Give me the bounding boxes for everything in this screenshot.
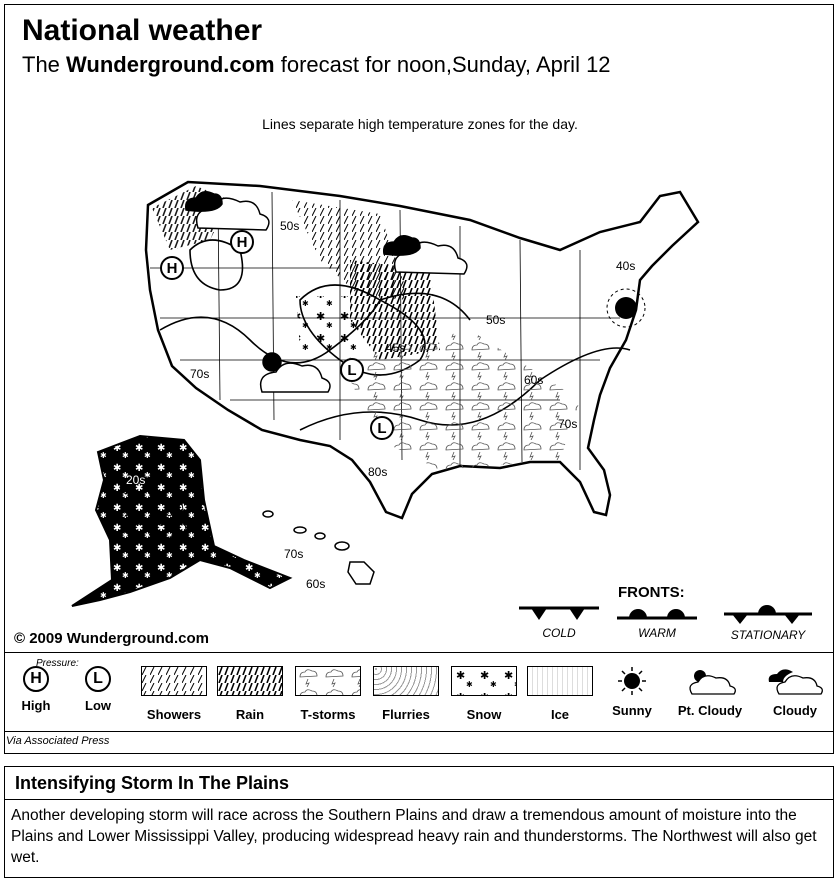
legend-tstorms-label: T-storms	[300, 707, 356, 722]
legend-cloudy	[762, 666, 828, 718]
tstorms-swatch-icon	[295, 666, 361, 696]
temp-label: 30s	[166, 505, 186, 519]
copyright: © 2009 Wunderground.com	[14, 630, 209, 647]
temp-label: 45s	[386, 341, 406, 355]
legend-rain-label: Rain	[235, 707, 265, 722]
low-pressure-marker-1	[341, 359, 363, 381]
legend-pressure-label: Pressure:	[36, 658, 79, 669]
showers-swatch-icon	[141, 666, 207, 696]
stationary-front-icon	[722, 604, 814, 624]
front-stationary	[718, 604, 818, 644]
fronts-title: FRONTS:	[618, 584, 685, 601]
high-pressure-icon: H	[23, 666, 49, 692]
legend-snow-label: Snow	[466, 707, 502, 722]
high-pressure-marker-1	[231, 231, 253, 253]
legend-sunny	[600, 666, 664, 718]
front-warm	[612, 604, 702, 644]
temp-label: 80s	[368, 465, 388, 479]
cold-front-icon	[517, 604, 601, 622]
temp-label: 60s	[306, 577, 326, 591]
subtitle-brand: Wunderground.com	[66, 52, 275, 77]
temp-label: 70s	[558, 417, 578, 431]
front-warm-label: WARM	[638, 626, 676, 640]
legend-flurries-label: Flurries	[382, 707, 430, 722]
cloudy-icon	[763, 666, 827, 696]
temp-label: 70s	[284, 547, 304, 561]
temp-label: 50s	[280, 219, 300, 233]
front-cold-label: COLD	[542, 626, 576, 640]
legend-sunny-label: Sunny	[612, 703, 652, 718]
svg-text:H: H	[166, 260, 178, 277]
legend-snow	[448, 666, 520, 722]
low-pressure-icon: L	[85, 666, 111, 692]
temp-label: 20s	[126, 473, 146, 487]
legend-pt-cloudy-label: Pt. Cloudy	[677, 703, 743, 718]
snow-zone-rockies	[296, 296, 360, 350]
legend-ice	[524, 666, 596, 722]
legend-pt-cloudy	[672, 666, 748, 718]
legend-tstorms	[292, 666, 364, 722]
flurries-swatch-icon	[373, 666, 439, 696]
legend-cloudy-label: Cloudy	[772, 703, 818, 718]
temp-label: 50s	[486, 313, 506, 327]
snow-swatch-icon	[451, 666, 517, 696]
rain-swatch-icon	[217, 666, 283, 696]
subtitle-prefix: The	[22, 52, 67, 77]
legend-low-label: Low	[85, 698, 111, 713]
subtitle-suffix: forecast for noon,Sunday, April 12	[274, 52, 611, 77]
story-body: Another developing storm will race across the Southern Plains and draw a tremendous amount of moisture into the Plains and Lower Mississippi Valley, producing widespread heavy rain and thunderstorms. The Northwest will also get wet.	[11, 807, 817, 866]
legend-rain	[214, 666, 286, 722]
svg-text:L: L	[377, 420, 387, 437]
legend-showers	[138, 666, 210, 722]
legend-flurries	[370, 666, 442, 722]
temp-label: 60s	[524, 373, 544, 387]
partly-cloudy-icon	[678, 666, 742, 696]
legend-ice-label: Ice	[550, 707, 570, 722]
credit: Via Associated Press	[6, 735, 110, 747]
story-divider	[5, 799, 833, 800]
temp-label: 40s	[616, 259, 636, 273]
map-note: Lines separate high temperature zones for the day.	[262, 116, 578, 132]
svg-text:L: L	[347, 362, 357, 379]
legend-high	[14, 666, 58, 713]
legend-showers-label: Showers	[146, 707, 202, 722]
svg-text:H: H	[236, 234, 248, 251]
legend-low	[76, 666, 120, 713]
ice-swatch-icon	[527, 666, 593, 696]
front-stationary-label: STATIONARY	[730, 628, 806, 642]
weather-map	[0, 140, 840, 620]
front-cold	[514, 604, 604, 644]
warm-front-icon	[615, 604, 699, 622]
temp-label: 70s	[190, 367, 210, 381]
story-headline: Intensifying Storm In The Plains	[15, 773, 290, 793]
high-pressure-marker-2	[161, 257, 183, 279]
legend-high-label: High	[21, 698, 51, 713]
subtitle	[22, 52, 611, 78]
story-box	[4, 766, 834, 878]
page-title: National weather	[22, 14, 263, 47]
low-pressure-marker-2	[371, 417, 393, 439]
sun-icon	[612, 666, 652, 696]
